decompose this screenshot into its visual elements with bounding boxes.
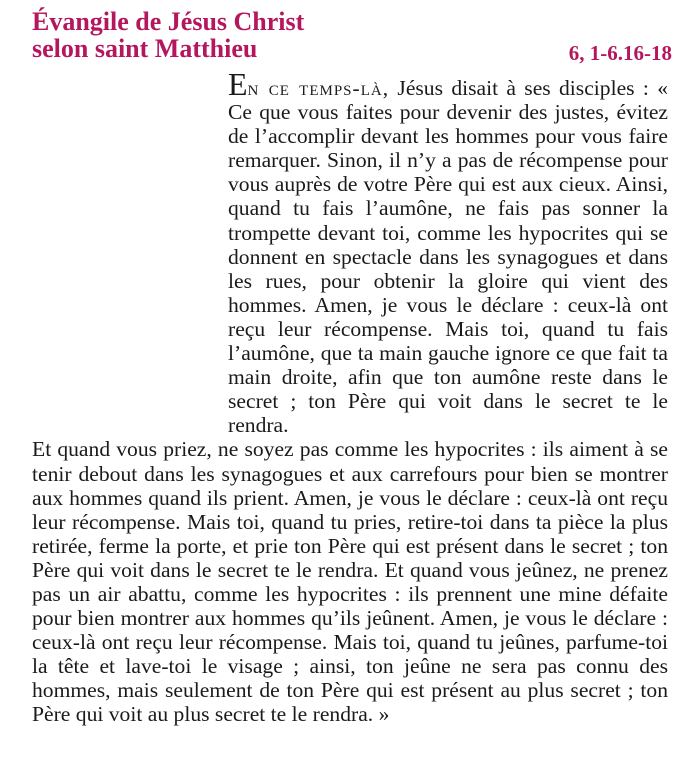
drop-capital: E [228,66,248,102]
reading-header [32,8,672,70]
gospel-text [32,66,668,727]
gospel-title-line1: Évangile de Jésus Christ [32,7,305,36]
paragraph-1-text: Jésus disait à ses disciples : « Ce que vous faites pour devenir des justes, évitez de l’accomplir devant les hommes pour vous faire remarquer. Sinon, il n’y a pas de récompense pour vous auprès de votre Père qui est aux cieux. Ainsi, quand tu fais l’aumône, ne fais pas sonner la trompette devant toi, comme les hypocrites qui se donnent en spectacle dans les synagogues et dans les rues, pour obtenir la gloire qui vient des hommes. Amen, je vous le déclare : ceux-là ont reçu leur récompense. Mais toi, quand tu fais l’aumône, que ta main gauche ignore ce que fait ta main droite, afin que ton aumône reste dans le secret ; ton Père qui voit dans le secret te le rendra. [228,76,668,438]
incipit-small-caps: n ce temps-là, [247,76,390,100]
gospel-paragraph-2: Et quand vous priez, ne soyez pas comme les hypocrites : ils aiment à se tenir debout dans les synagogues et aux carrefours pour bien se montrer aux hommes quand ils prient. Amen, je vous le déclare : ceux-là ont reçu leur récompense. Mais toi, quand tu pries, retire-toi dans ta pièce la plus retirée, ferme la porte, et prie ton Père qui est présent dans le secret ; ton Père qui voit dans le secret te le rendra. Et quand vous jeûnez, ne prenez pas un air abattu, comme les hypocrites : ils prennent une mine défaite pour bien montrer aux hommes qu’ils jeûnent. Amen, je vous le déclare : ceux-là ont reçu leur récompense. Mais toi, quand tu jeûnes, parfume-toi la tête et lave-toi le visage ; ainsi, ton jeûne ne sera pas connu des hommes, mais seulement de ton Père qui est présent au plus secret ; ton Père qui voit au plus secret te le rendra. » [32,437,668,727]
scripture-reference: 6, 1-6.16-18 [568,41,672,65]
gospel-title-line2: selon saint Matthieu [32,34,258,63]
gospel-paragraph-1 [32,66,668,438]
